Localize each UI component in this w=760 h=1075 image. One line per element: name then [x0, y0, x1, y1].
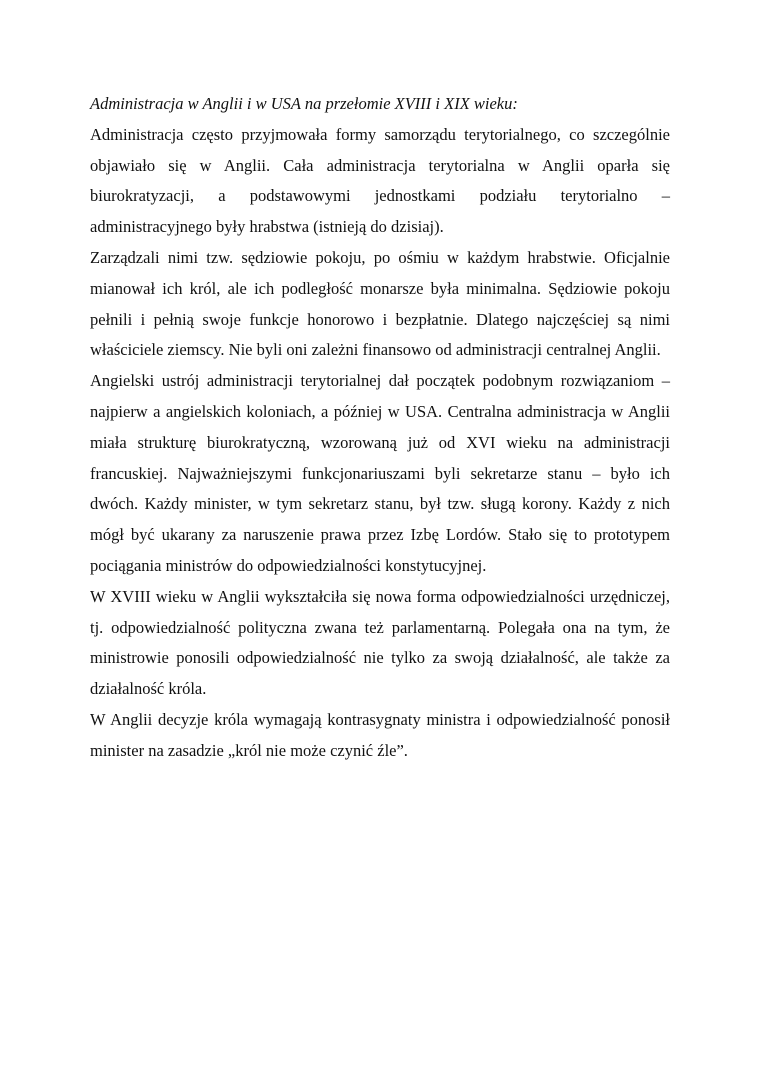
document-page	[90, 89, 670, 767]
document-title: Administracja w Anglii i w USA na przełomie XVIII i XIX wieku:	[90, 94, 518, 113]
paragraph-5: W Anglii decyzje króla wymagają kontrasygnaty ministra i odpowiedzialność ponosił minister na zasadzie „król nie może czynić źle”.	[90, 709, 670, 760]
paragraph-3: Angielski ustrój administracji terytorialnej dał początek podobnym rozwiązaniom – najpierw a angielskich koloniach, a później w USA. Centralna administracja w Anglii miała strukturę biurokratyczną, wzorowaną już od XVI wieku na administracji francuskiej. Najważniejszymi funkcjonariuszami byli sekretarze stanu – było ich dwóch. Każdy minister, w tym sekretarz stanu, był tzw. sługą korony. Każdy z nich mógł być ukarany za naruszenie prawa przez Izbę Lordów. Stało się to prototypem pociągania ministrów do odpowiedzialności konstytucyjnej.	[90, 371, 670, 575]
paragraph-1: Administracja często przyjmowała formy samorządu terytorialnego, co szczególnie objawiało się w Anglii. Cała administracja terytorialna w Anglii oparła się biurokratyzacji, a podstawowymi jednostkami podziału terytorialno – administracyjnego były hrabstwa (istnieją do dzisiaj).	[90, 124, 670, 237]
paragraph-4: W XVIII wieku w Anglii wykształciła się nowa forma odpowiedzialności urzędniczej, tj. odpowiedzialność polityczna zwana też parlamentarną. Polegała ona na tym, że ministrowie ponosili odpowiedzialność nie tylko za swoją działalność, ale także za działalność króla.	[90, 586, 670, 699]
paragraph-2: Zarządzali nimi tzw. sędziowie pokoju, po ośmiu w każdym hrabstwie. Oficjalnie mianował ich król, ale ich podległość monarsze była minimalna. Sędziowie pokoju pełnili i pełnią swoje funkcje honorowo i bezpłatnie. Dlatego najczęściej są nimi właściciele ziemscy. Nie byli oni zależni finansowo od administracji centralnej Anglii.	[90, 247, 670, 360]
